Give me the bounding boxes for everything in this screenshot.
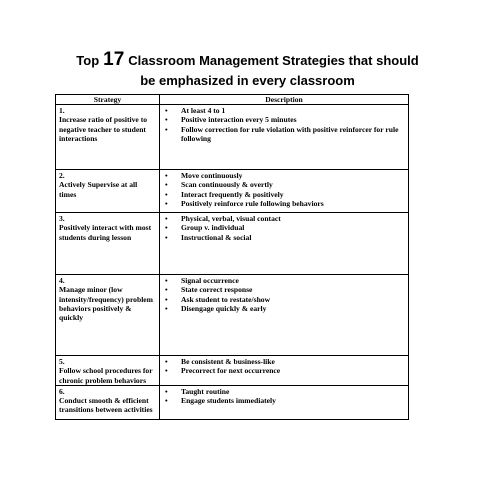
header-description: Description	[160, 95, 409, 105]
title-line1-rest: Classroom Management Strategies that should	[128, 53, 419, 68]
bullet-icon: •	[165, 124, 168, 134]
strategy-number: 3.	[59, 214, 65, 224]
description-cell	[160, 275, 409, 356]
bullet-icon: •	[165, 276, 168, 286]
list-item: • Physical, verbal, visual contact	[165, 214, 281, 224]
bullet-icon: •	[165, 198, 168, 208]
bullet-icon: •	[165, 386, 168, 396]
strategy-number: 1.	[59, 106, 65, 116]
list-item: • At least 4 to 1	[165, 106, 226, 116]
bullet-list	[163, 276, 405, 313]
list-item: • State correct response	[165, 285, 253, 295]
list-item: • Ask student to restate/show	[165, 294, 271, 304]
bullet-icon: •	[165, 189, 168, 199]
bullet-icon: •	[165, 171, 168, 181]
table-row	[56, 385, 409, 419]
document-title	[0, 50, 495, 91]
strategy-text: Actively Supervise at all times	[59, 180, 138, 199]
bullet-icon: •	[165, 180, 168, 190]
strategy-text: Conduct smooth & efficient transitions between activities	[59, 396, 153, 415]
bullet-list	[163, 171, 405, 208]
list-item: • Instructional & social	[165, 232, 252, 242]
table-row	[56, 105, 409, 170]
strategy-text: Positively interact with most students during lesson	[59, 223, 152, 242]
list-item: • Follow correction for rule violation with positive reinforcer for rule following	[165, 124, 399, 143]
title-line-2: be emphasized in every classroom	[140, 73, 355, 88]
strategy-text: Increase ratio of positive to negative teacher to student interactions	[59, 115, 148, 143]
description-cell	[160, 356, 409, 386]
strategy-number: 2.	[59, 171, 65, 181]
title-number: 17	[103, 49, 125, 70]
description-cell	[160, 385, 409, 419]
list-item: • Precorrect for next occurrence	[165, 366, 281, 376]
strategy-cell	[56, 170, 160, 213]
list-item: • Positively reinforce rule following behaviors	[165, 198, 324, 208]
bullet-icon: •	[165, 106, 168, 116]
title-prefix: Top	[76, 53, 100, 68]
strategy-cell	[56, 213, 160, 275]
bullet-icon: •	[165, 223, 168, 233]
bullet-icon: •	[165, 285, 168, 295]
table-row	[56, 356, 409, 386]
bullet-list	[163, 214, 405, 242]
strategy-text: Manage minor (low intensity/frequency) problem behaviors positively & quickly	[59, 285, 154, 323]
description-cell	[160, 105, 409, 170]
table-row	[56, 275, 409, 356]
strategy-cell	[56, 385, 160, 419]
bullet-icon: •	[165, 303, 168, 313]
list-item: • Signal occurrence	[165, 276, 239, 286]
bullet-icon: •	[165, 115, 168, 125]
list-item: • Scan continuously & overtly	[165, 180, 273, 190]
strategy-cell	[56, 275, 160, 356]
list-item: • Disengage quickly & early	[165, 303, 267, 313]
description-cell	[160, 213, 409, 275]
list-item: • Interact frequently & positively	[165, 189, 284, 199]
title-line-1	[0, 50, 495, 71]
header-strategy: Strategy	[56, 95, 160, 105]
bullet-list	[163, 357, 405, 375]
bullet-icon: •	[165, 357, 168, 367]
list-item: • Positive interaction every 5 minutes	[165, 115, 297, 125]
list-item: • Be consistent & business-like	[165, 357, 275, 367]
strategy-number: 6.	[59, 386, 65, 396]
bullet-icon: •	[165, 294, 168, 304]
table-header-row	[56, 95, 409, 105]
strategy-number: 4.	[59, 276, 65, 286]
strategy-cell	[56, 105, 160, 170]
strategy-text: Follow school procedures for chronic problem behaviors	[59, 366, 153, 385]
list-item: • Move continuously	[165, 171, 243, 181]
list-item: • Group v. individual	[165, 223, 245, 233]
bullet-icon: •	[165, 214, 168, 224]
list-item: • Taught routine	[165, 386, 230, 396]
strategies-table	[55, 94, 409, 420]
bullet-icon: •	[165, 232, 168, 242]
table-row	[56, 213, 409, 275]
strategy-number: 5.	[59, 357, 65, 367]
strategy-cell	[56, 356, 160, 386]
list-item: • Engage students immediately	[165, 396, 276, 406]
bullet-list	[163, 387, 405, 405]
bullet-icon: •	[165, 366, 168, 376]
description-cell	[160, 170, 409, 213]
bullet-list	[163, 106, 405, 143]
table-row	[56, 170, 409, 213]
bullet-icon: •	[165, 396, 168, 406]
